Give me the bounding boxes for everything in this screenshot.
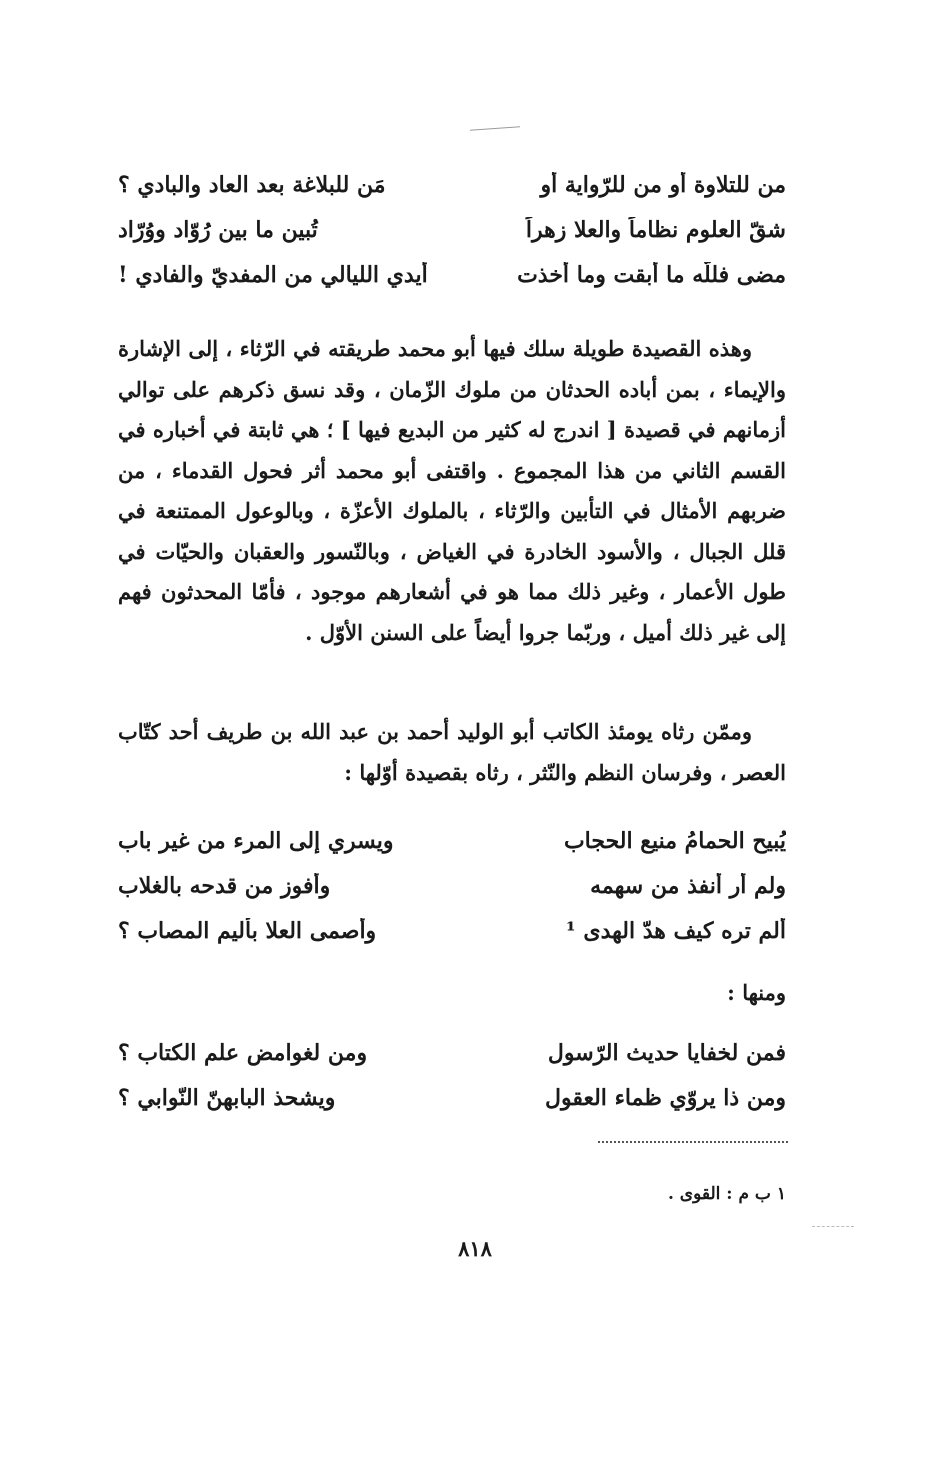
hemistich-first: ألم تره كيف هدّ الهدى ¹	[566, 917, 786, 944]
poem-3	[118, 1030, 786, 1120]
hemistich-first: ولم أر أنفذ من سهمه	[590, 872, 786, 899]
hemistich-first: مضى فللّه ما أبقت وما أخذت	[517, 261, 786, 288]
paragraph-text	[118, 712, 786, 793]
verse-line	[118, 207, 786, 252]
hemistich-second: وأصمى العلا بأليم المصاب ؟	[118, 917, 377, 944]
hemistich-second: وأفوز من قدحه بالغلاب	[118, 872, 331, 899]
prose-paragraph-1	[118, 329, 786, 653]
hemistich-second: مَن للبلاغة بعد العاد والبادي ؟	[118, 171, 386, 198]
hemistich-second: أيدي الليالي من المفديّ والفادي !	[118, 261, 428, 288]
hemistich-second: ومن لغوامض علم الكتاب ؟	[118, 1039, 368, 1066]
footnote-divider	[598, 1141, 788, 1143]
hemistich-first: يُبيح الحمامُ منيع الحجاب	[563, 827, 786, 854]
paragraph-text: وهذه القصيدة طويلة سلك فيها أبو محمد طريقته في الرّثاء ، إلى الإشارة والإيماء ، بمن أباده الحدثان من ملوك الزّمان ، وقد نسق ذكرهم على توالي أزمانهم في قصيدة [ اندرج له كثير من البديع فيها ] ؛ هي ثابتة في أخباره في القسم الثاني من هذا المجموع . واقتفى أبو محمد أثر فحول القدماء ، من ضربهم الأمثال في التأبين والرّثاء ، بالملوك الأعزّة ، وبالوعول الممتنعة في قلل الجبال ، والأسود الخادرة في الغياض ، وبالنّسور والعقبان والحيّات في طول الأعمار ، وغير ذلك مما هو في أشعارهم موجود ، فأمّا المحدثون فهم إلى غير ذلك أميل ، وربّما جروا أيضاً على السنن الأوّل .	[118, 336, 786, 645]
prose-paragraph-2	[118, 712, 786, 793]
hemistich-second: ويسري إلى المرء من غير باب	[118, 827, 394, 854]
verse-line	[118, 1075, 786, 1120]
hemistich-second: تُبين ما بين رُوّاد ووُرّاد	[118, 216, 318, 243]
text-before-name: وممّن رثاه يومئذ الكاتب	[542, 719, 753, 744]
minha-label: ومنها :	[727, 980, 786, 1005]
footnote: ١ ب م : القوى .	[667, 1184, 786, 1204]
verse-line	[118, 252, 786, 297]
hemistich-first: شقّ العلوم نظاماً والعلا زهراً	[525, 216, 786, 243]
hemistich-first: ومن ذا يروّي ظماء العقول	[545, 1084, 786, 1111]
scan-artifact	[812, 1208, 854, 1227]
verse-line	[118, 818, 786, 863]
poem-1	[118, 162, 786, 297]
page-number: ٨١٨	[458, 1236, 492, 1261]
verse-line	[118, 908, 786, 953]
verse-line	[118, 863, 786, 908]
hemistich-first: فمن لخفايا حديث الرّسول	[547, 1039, 786, 1066]
poem-2	[118, 818, 786, 953]
poet-name: أبو الوليد أحمد بن عبد الله بن طريف	[206, 719, 535, 744]
text-after-name: أحد كتّاب العصر ، وفرسان النظم والنّثر ، رثاه بقصيدة أوّلها :	[118, 719, 786, 785]
verse-line	[118, 162, 786, 207]
scan-mark	[470, 126, 520, 130]
verse-line	[118, 1030, 786, 1075]
hemistich-first: من للتلاوة أو من للرّواية أو	[540, 171, 786, 198]
hemistich-second: ويشحذ البابهنّ النّوابي ؟	[118, 1084, 336, 1111]
